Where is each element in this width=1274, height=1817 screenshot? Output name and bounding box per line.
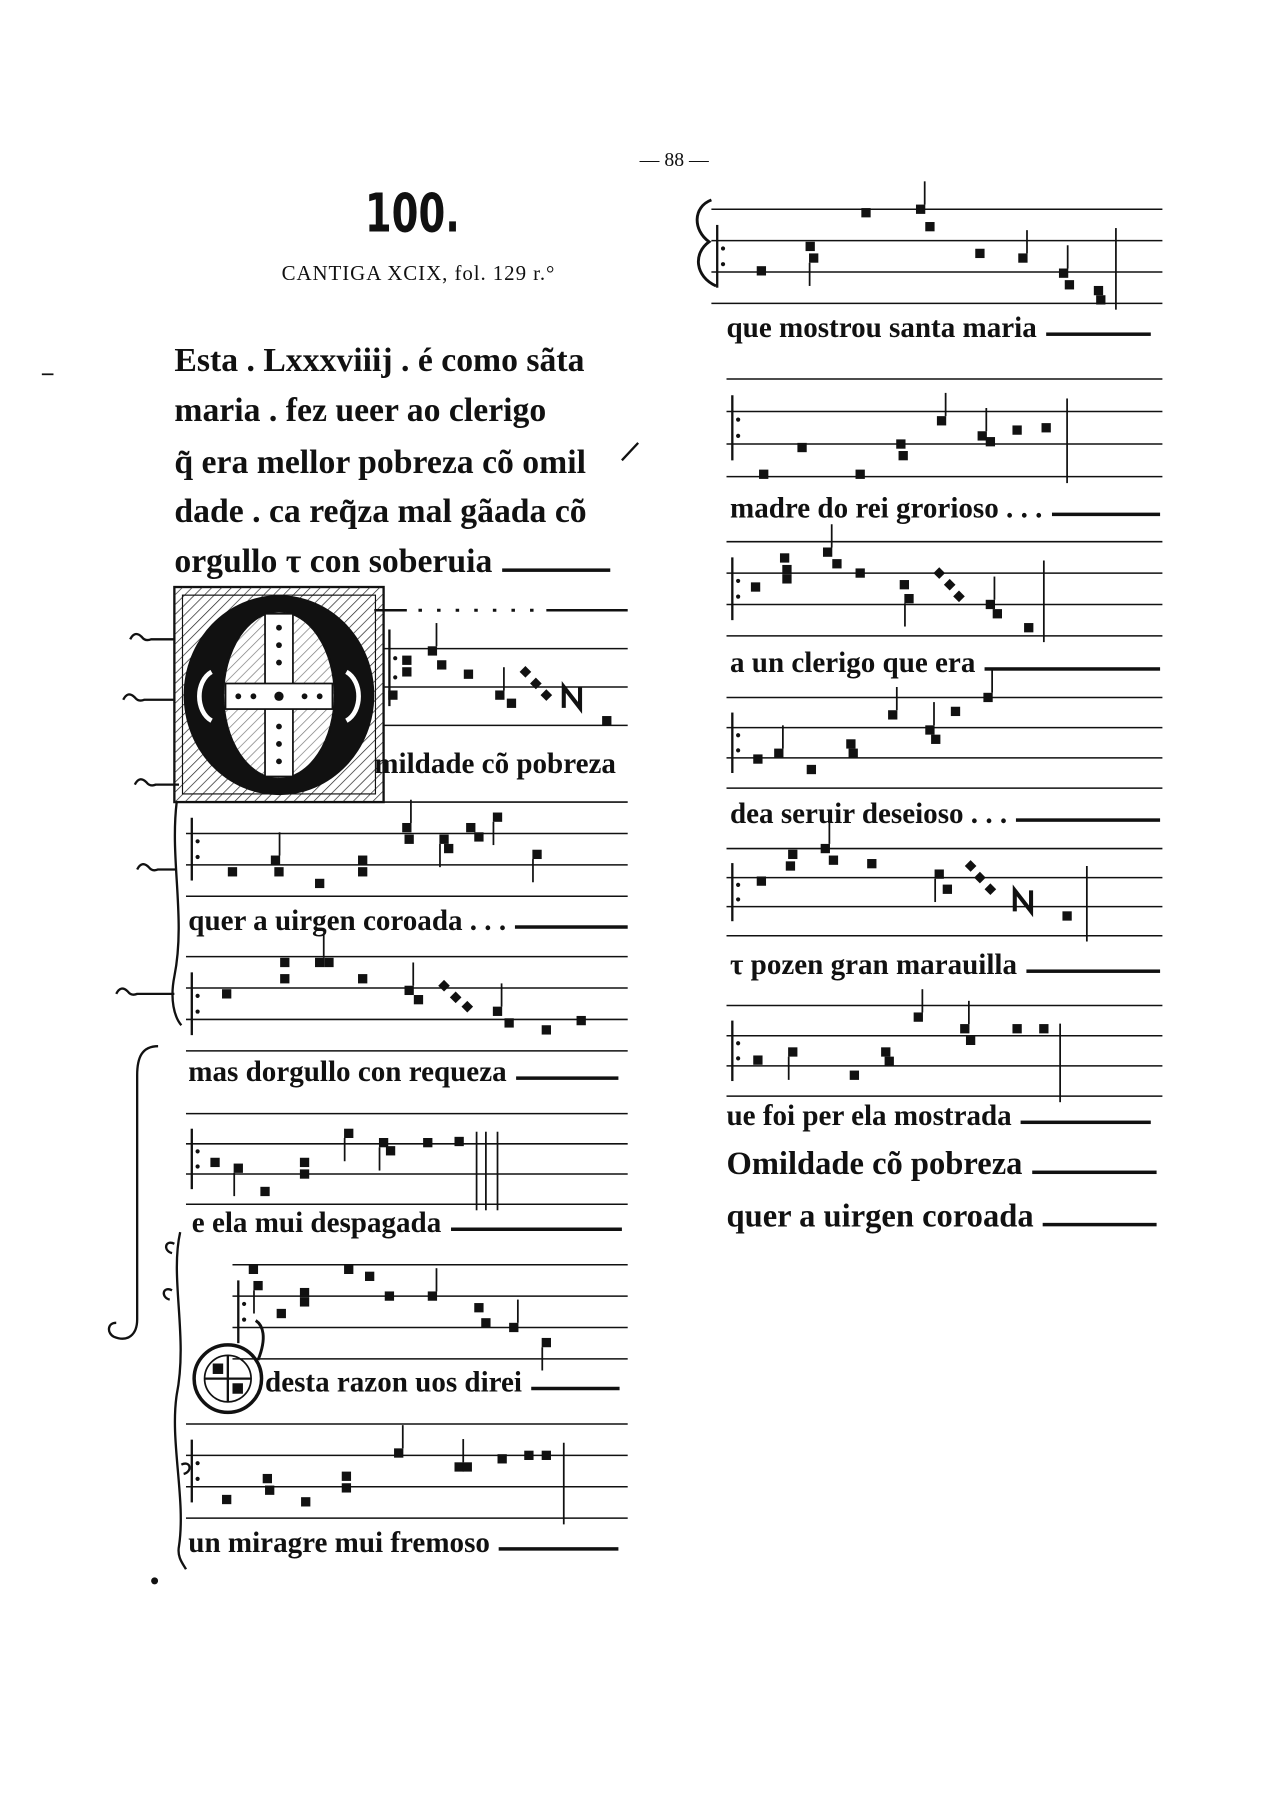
lyric-text: mas dorgullo con requeza (188, 1056, 507, 1089)
staff (232, 1265, 627, 1371)
note (966, 1036, 975, 1045)
note (280, 974, 289, 983)
lyric-line (188, 907, 627, 936)
note (342, 1472, 351, 1481)
line-filler (1052, 513, 1160, 516)
line-filler (1043, 1223, 1157, 1226)
lyric-text: mildade cõ pobreza (374, 748, 616, 780)
lyric-text: un miragre mui fremoso (188, 1527, 490, 1559)
note (849, 749, 858, 758)
note (867, 859, 876, 868)
clef-dot (196, 1009, 200, 1013)
rubric-text: maria . fez ueer ao clerigo (174, 391, 547, 429)
clef-dot (196, 855, 200, 859)
page-number: — 88 — (639, 148, 709, 171)
note (394, 1448, 403, 1457)
illuminated-initial-d (194, 1320, 263, 1412)
note (782, 565, 791, 574)
note (1059, 269, 1068, 278)
lyric-line (730, 494, 1160, 523)
rubric-text: orgullo τ con soberuia (174, 542, 493, 581)
note (759, 470, 768, 479)
rubric-text: Esta . Lxxxviiij . é como sãta (174, 341, 585, 379)
note (1042, 423, 1051, 432)
note (300, 1158, 309, 1167)
clef-dot (736, 595, 740, 599)
note (965, 860, 977, 872)
rubric-line (174, 391, 610, 429)
note (532, 850, 541, 859)
line-filler (502, 568, 611, 571)
staff (186, 1114, 628, 1211)
note (344, 1265, 353, 1274)
staff (727, 989, 1163, 1102)
note (402, 656, 411, 665)
note (832, 559, 841, 568)
note (975, 249, 984, 258)
note (861, 208, 870, 217)
rubric-text: q̃ era mellor pobreza cõ omil (174, 444, 586, 482)
lyric-line (730, 649, 1160, 678)
note (1096, 295, 1105, 304)
note (228, 867, 237, 876)
note (222, 989, 231, 998)
note (953, 591, 965, 603)
clef-dot (736, 1056, 740, 1060)
staff (727, 670, 1163, 789)
note (846, 739, 855, 748)
note (564, 687, 580, 708)
note (1094, 286, 1103, 295)
note (757, 266, 766, 275)
note (315, 879, 324, 888)
rubric-line (174, 446, 610, 480)
note (602, 716, 611, 725)
note (1065, 280, 1074, 289)
note (823, 547, 832, 556)
clef-dot (736, 579, 740, 583)
note (1062, 911, 1071, 920)
note (222, 1495, 231, 1504)
clef-dot (393, 675, 397, 679)
note (263, 1474, 272, 1483)
note (358, 867, 367, 876)
staff (711, 181, 1162, 309)
note (385, 1291, 394, 1300)
lyric-text: que mostrou santa maria (726, 312, 1037, 345)
staff (186, 800, 628, 896)
note (753, 754, 762, 763)
note (788, 1047, 797, 1056)
lyric-line (727, 314, 1151, 343)
note (788, 850, 797, 859)
note (809, 253, 818, 262)
note (493, 1007, 502, 1016)
note (358, 856, 367, 865)
note (444, 844, 453, 853)
line-filler (516, 1076, 618, 1079)
note (774, 749, 783, 758)
line-filler (1032, 1171, 1157, 1174)
note (463, 1462, 472, 1471)
note (386, 1146, 395, 1155)
note (888, 710, 897, 719)
clef-dot (196, 994, 200, 998)
note (265, 1486, 274, 1495)
note (780, 553, 789, 562)
note (925, 725, 934, 734)
note (986, 437, 995, 446)
note (405, 986, 414, 995)
note (274, 867, 283, 876)
note (253, 1281, 262, 1290)
note (904, 594, 913, 603)
line-filler (515, 925, 627, 928)
refrain-text: quer a uirgen coroada (726, 1198, 1034, 1235)
lyric-text: e ela mui despagada (191, 1207, 442, 1240)
clef-dot (242, 1318, 246, 1322)
note (437, 660, 446, 669)
note (210, 1158, 219, 1167)
lyric-line (730, 951, 1160, 980)
note (260, 1187, 269, 1196)
note (379, 1138, 388, 1147)
note (931, 735, 940, 744)
note (896, 439, 905, 448)
clef-dot (736, 748, 740, 752)
note (324, 958, 333, 967)
clef-dot (736, 1041, 740, 1045)
clef-dot (736, 733, 740, 737)
note (423, 1138, 432, 1147)
note (249, 1265, 258, 1274)
note (985, 883, 997, 895)
note (951, 707, 960, 716)
note (983, 693, 992, 702)
clef-dot (196, 1461, 200, 1465)
note (806, 242, 815, 251)
lyric-line (374, 750, 641, 779)
clef-dot (736, 897, 740, 901)
note (438, 980, 450, 992)
note (937, 416, 946, 425)
note (944, 579, 956, 591)
note (344, 1129, 353, 1138)
note (388, 690, 397, 699)
note (829, 856, 838, 865)
note (405, 835, 414, 844)
note (782, 574, 791, 583)
note (455, 1462, 464, 1471)
note (541, 689, 553, 701)
note (234, 1164, 243, 1173)
note (850, 1071, 859, 1080)
cantiga-number (296, 181, 528, 245)
note (914, 1012, 923, 1021)
rubric-line (174, 542, 610, 581)
note (935, 869, 944, 878)
lyric-text: τ pozen gran marauilla (729, 949, 1018, 982)
note (1018, 253, 1027, 262)
note (899, 451, 908, 460)
note (439, 835, 448, 844)
note (365, 1272, 374, 1281)
clef-dot (736, 434, 740, 438)
note (358, 974, 367, 983)
lyric-line (192, 1209, 622, 1238)
note (1015, 890, 1031, 911)
note (542, 1338, 551, 1347)
clef-dot (196, 1477, 200, 1481)
note (943, 885, 952, 894)
staff (186, 935, 628, 1051)
note (277, 1309, 286, 1318)
ink-dot (151, 1577, 158, 1584)
line-filler (499, 1547, 618, 1550)
note (1024, 623, 1033, 632)
note (542, 1451, 551, 1460)
note (916, 205, 925, 214)
lyric-line (727, 1102, 1151, 1131)
clef-dot (196, 1164, 200, 1168)
source-reference: CANTIGA XCIX, fol. 129 r.° (281, 261, 556, 285)
cantiga-number-text: 100. (365, 181, 461, 245)
note (402, 667, 411, 676)
lyric-line (188, 1529, 618, 1558)
rubric-text: dade . ca req̃za mal gãada cõ (174, 492, 587, 531)
note (978, 431, 987, 440)
note (300, 1169, 309, 1178)
note (1012, 425, 1021, 434)
note (856, 568, 865, 577)
clef-dot (721, 262, 725, 266)
refrain-text: Omildade cõ pobreza (726, 1146, 1023, 1183)
staff (727, 524, 1163, 642)
clef-dot (736, 418, 740, 422)
lyric-text: ue foi per ela mostrada (726, 1100, 1012, 1133)
note (495, 690, 504, 699)
note (474, 1303, 483, 1312)
note (797, 443, 806, 452)
refrain-line (727, 1148, 1157, 1181)
note (315, 958, 324, 967)
lyric-text: desta razon uos direi (265, 1366, 523, 1399)
note (960, 1024, 969, 1033)
line-filler (985, 667, 1160, 670)
staff (186, 1424, 628, 1524)
note (753, 1055, 762, 1064)
note (301, 1497, 310, 1506)
line-filler (1021, 1121, 1151, 1124)
note (464, 670, 473, 679)
refrain-line (726, 1198, 1157, 1235)
clef-dot (736, 883, 740, 887)
note (300, 1288, 309, 1297)
staff (374, 610, 627, 725)
illuminated-initial-o (174, 587, 383, 802)
note (925, 222, 934, 231)
line-filler (451, 1228, 622, 1231)
note (993, 609, 1002, 618)
lyric-line (188, 1058, 618, 1087)
note (342, 1483, 351, 1492)
rubric-line (174, 341, 610, 379)
note (524, 1451, 533, 1460)
clef-dot (242, 1302, 246, 1306)
note (1012, 1024, 1021, 1033)
note (856, 470, 865, 479)
note (509, 1323, 518, 1332)
lyric-text: madre do rei grorioso . . . (729, 492, 1043, 525)
note (428, 646, 437, 655)
note (507, 699, 516, 708)
clef-dot (196, 1149, 200, 1153)
clef-dot (721, 246, 725, 250)
lyric-line (265, 1368, 620, 1397)
clef-dot (196, 839, 200, 843)
note (455, 1137, 464, 1146)
lyric-text: quer a uirgen coroada . . . (188, 905, 507, 937)
note (751, 582, 760, 591)
note (807, 765, 816, 774)
note (881, 1047, 890, 1056)
staff (727, 821, 1163, 942)
note (461, 1001, 473, 1013)
note (757, 876, 766, 885)
line-filler (531, 1387, 619, 1390)
note (504, 1018, 513, 1027)
lyric-text: a un clerigo que era (729, 647, 976, 679)
note (1039, 1024, 1048, 1033)
note (986, 600, 995, 609)
note (933, 567, 945, 579)
line-filler (1016, 818, 1160, 821)
note (821, 844, 830, 853)
lyric-text: dea seruir deseioso . . . (729, 798, 1008, 830)
note (481, 1318, 490, 1327)
note (450, 992, 462, 1004)
note (428, 1291, 437, 1300)
note (271, 856, 280, 865)
note (786, 861, 795, 870)
note (542, 1025, 551, 1034)
note (498, 1454, 507, 1463)
note (520, 666, 532, 678)
note (974, 872, 986, 884)
note (466, 823, 475, 832)
note (493, 813, 502, 822)
rubric-line (174, 492, 610, 531)
staff (727, 379, 1163, 483)
line-filler (1046, 332, 1151, 335)
note (402, 823, 411, 832)
line-filler (1026, 969, 1160, 972)
note (300, 1297, 309, 1306)
note (885, 1057, 894, 1066)
lyric-line (730, 800, 1160, 829)
note (577, 1016, 586, 1025)
clef-dot (393, 656, 397, 660)
note (900, 580, 909, 589)
note (280, 958, 289, 967)
note (474, 832, 483, 841)
note (414, 995, 423, 1004)
